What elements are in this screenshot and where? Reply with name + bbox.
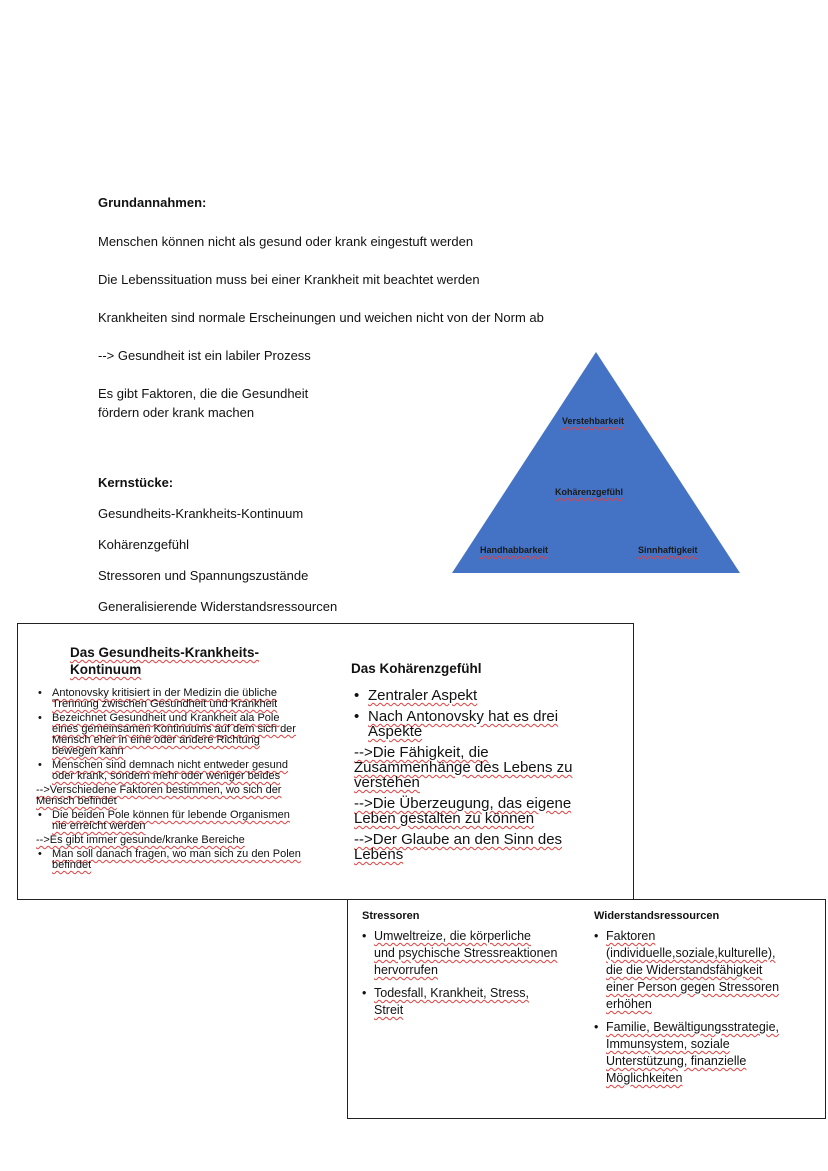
kontinuum-item-line: Mensch eher in eine oder andere Richtung <box>52 734 260 746</box>
widerstand-item-line: Immunsystem, soziale <box>606 1037 730 1051</box>
widerstand-title: Widerstandsressourcen <box>594 910 720 922</box>
coherence-triangle <box>450 350 742 575</box>
kohaerenz-item-line: Aspekte <box>368 723 423 740</box>
grundannahmen-heading: Grundannahmen: <box>98 195 207 210</box>
kontinuum-item-line: nie erreicht werden <box>52 820 146 832</box>
kontinuum-item-line: • Menschen sind demnach nicht entweder gesund <box>52 759 289 771</box>
kontinuum-item-line: oder krank, sondern mehr oder weniger beides <box>52 770 281 782</box>
triangle-label-center: Kohärenzgefühl <box>555 487 624 497</box>
intro-line-4: --> Gesundheit ist ein labiler Prozess <box>98 348 311 363</box>
intro-line-2: Die Lebenssituation muss bei einer Krankheit mit beachtet werden <box>98 272 480 287</box>
widerstand-item <box>594 928 820 1013</box>
intro-line-5: Es gibt Faktoren, die die Gesundheit <box>98 386 309 401</box>
stressoren-item-line: hervorrufen <box>374 963 438 977</box>
kontinuum-item-line: • Man soll danach fragen, wo man sich zu den Polen <box>52 848 301 860</box>
kern-item-3: Stressoren und Spannungszustände <box>98 568 309 583</box>
intro-line-6: fördern oder krank machen <box>98 405 255 420</box>
kohaerenz-item-line: -->Der Glaube an den Sinn des <box>354 831 563 848</box>
kohaerenz-item-line: -->Die Überzeugung, das eigene <box>354 795 572 812</box>
stressoren-list <box>362 928 582 1025</box>
intro-line-1: Menschen können nicht als gesund oder krank eingestuft werden <box>98 234 474 249</box>
kohaerenz-item-line: Leben gestalten zu können <box>354 810 535 827</box>
kern-item-1: Gesundheits-Krankheits-Kontinuum <box>98 506 304 521</box>
kohaerenz-title: Das Kohärenzgefühl <box>351 661 482 676</box>
kontinuum-item-line: -->Es gibt immer gesunde/kranke Bereiche <box>36 834 245 846</box>
triangle-label-top: Verstehbarkeit <box>562 416 625 426</box>
stressoren-item-line: • Todesfall, Krankheit, Stress, <box>374 986 529 1000</box>
stressoren-title: Stressoren <box>362 910 420 922</box>
kohaerenz-item-line: • Zentraler Aspekt <box>368 687 478 704</box>
widerstand-item-line: • Familie, Bewältigungsstrategie, <box>606 1020 779 1034</box>
widerstand-item <box>594 1019 820 1087</box>
intro-line-3: Krankheiten sind normale Erscheinungen und weichen nicht von der Norm ab <box>98 310 544 325</box>
kontinuum-item <box>36 760 336 782</box>
kontinuum-item-line: eines gemeinsamen Kontinuums auf dem sich der <box>52 723 296 735</box>
stressoren-slide <box>347 899 826 1119</box>
widerstand-item-line: die die Widerstandsfähigkeit <box>606 963 763 977</box>
kontinuum-title-line2: Kontinuum <box>70 662 142 677</box>
kohaerenz-item <box>354 688 624 703</box>
kontinuum-item <box>36 713 336 757</box>
kohaerenz-item-line: Zusammenhänge des Lebens zu <box>354 759 573 776</box>
widerstand-item-line: • Faktoren <box>606 929 656 943</box>
kern-item-4: Generalisierende Widerstandsressourcen <box>98 599 338 614</box>
stressoren-item-line: Streit <box>374 1003 404 1017</box>
triangle-label-left: Handhabbarkeit <box>480 545 549 555</box>
kohaerenz-item-line: • Nach Antonovsky hat es drei <box>368 708 559 725</box>
kohaerenz-list <box>354 688 624 868</box>
kohaerenz-item <box>354 709 624 739</box>
stressoren-item <box>362 985 582 1019</box>
kohaerenz-item <box>354 832 624 862</box>
kohaerenz-item <box>354 745 624 790</box>
kontinuum-item-line: -->Verschiedene Faktoren bestimmen, wo sich der <box>36 784 282 796</box>
kontinuum-item-line: bewegen kann <box>52 745 124 757</box>
kontinuum-item <box>36 835 336 846</box>
kontinuum-item <box>36 849 336 871</box>
kernstuecke-heading: Kernstücke: <box>98 475 174 490</box>
triangle-label-right: Sinnhaftigkeit <box>638 545 698 555</box>
kohaerenz-item-line: Lebens <box>354 846 404 863</box>
kontinuum-list <box>36 688 336 874</box>
kontinuum-item-line: Trennung zwischen Gesundheit und Krankheit <box>52 698 278 710</box>
kontinuum-item <box>36 785 336 807</box>
widerstand-item-line: (individuelle,soziale,kulturelle), <box>606 946 776 960</box>
kern-item-2: Kohärenzgefühl <box>98 537 190 552</box>
widerstand-item-line: erhöhen <box>606 997 652 1011</box>
kontinuum-item-line: • Die beiden Pole können für lebende Organismen <box>52 809 290 821</box>
kontinuum-item <box>36 810 336 832</box>
kohaerenz-item-line: verstehen <box>354 774 420 791</box>
kohaerenz-item-line: -->Die Fähigkeit, die <box>354 744 489 761</box>
widerstand-list <box>594 928 820 1093</box>
kontinuum-item-line: befindet <box>52 859 92 871</box>
stressoren-item-line: und psychische Stressreaktionen <box>374 946 558 960</box>
widerstand-item-line: Unterstützung, finanzielle <box>606 1054 747 1068</box>
kontinuum-slide <box>17 623 634 900</box>
triangle-shape <box>450 350 742 575</box>
stressoren-item <box>362 928 582 979</box>
kontinuum-item-line: • Bezeichnet Gesundheit und Krankheit ala Pole <box>52 712 280 724</box>
kontinuum-item-line: Mensch befindet <box>36 795 117 807</box>
kontinuum-item-line: • Antonovsky kritisiert in der Medizin die übliche <box>52 687 277 699</box>
kontinuum-title-line1: Das Gesundheits-Krankheits- <box>70 645 260 660</box>
kohaerenz-item <box>354 796 624 826</box>
widerstand-item-line: Möglichkeiten <box>606 1071 683 1085</box>
widerstand-item-line: einer Person gegen Stressoren <box>606 980 780 994</box>
kontinuum-item <box>36 688 336 710</box>
kontinuum-title <box>70 644 259 678</box>
stressoren-item-line: • Umweltreize, die körperliche <box>374 929 532 943</box>
